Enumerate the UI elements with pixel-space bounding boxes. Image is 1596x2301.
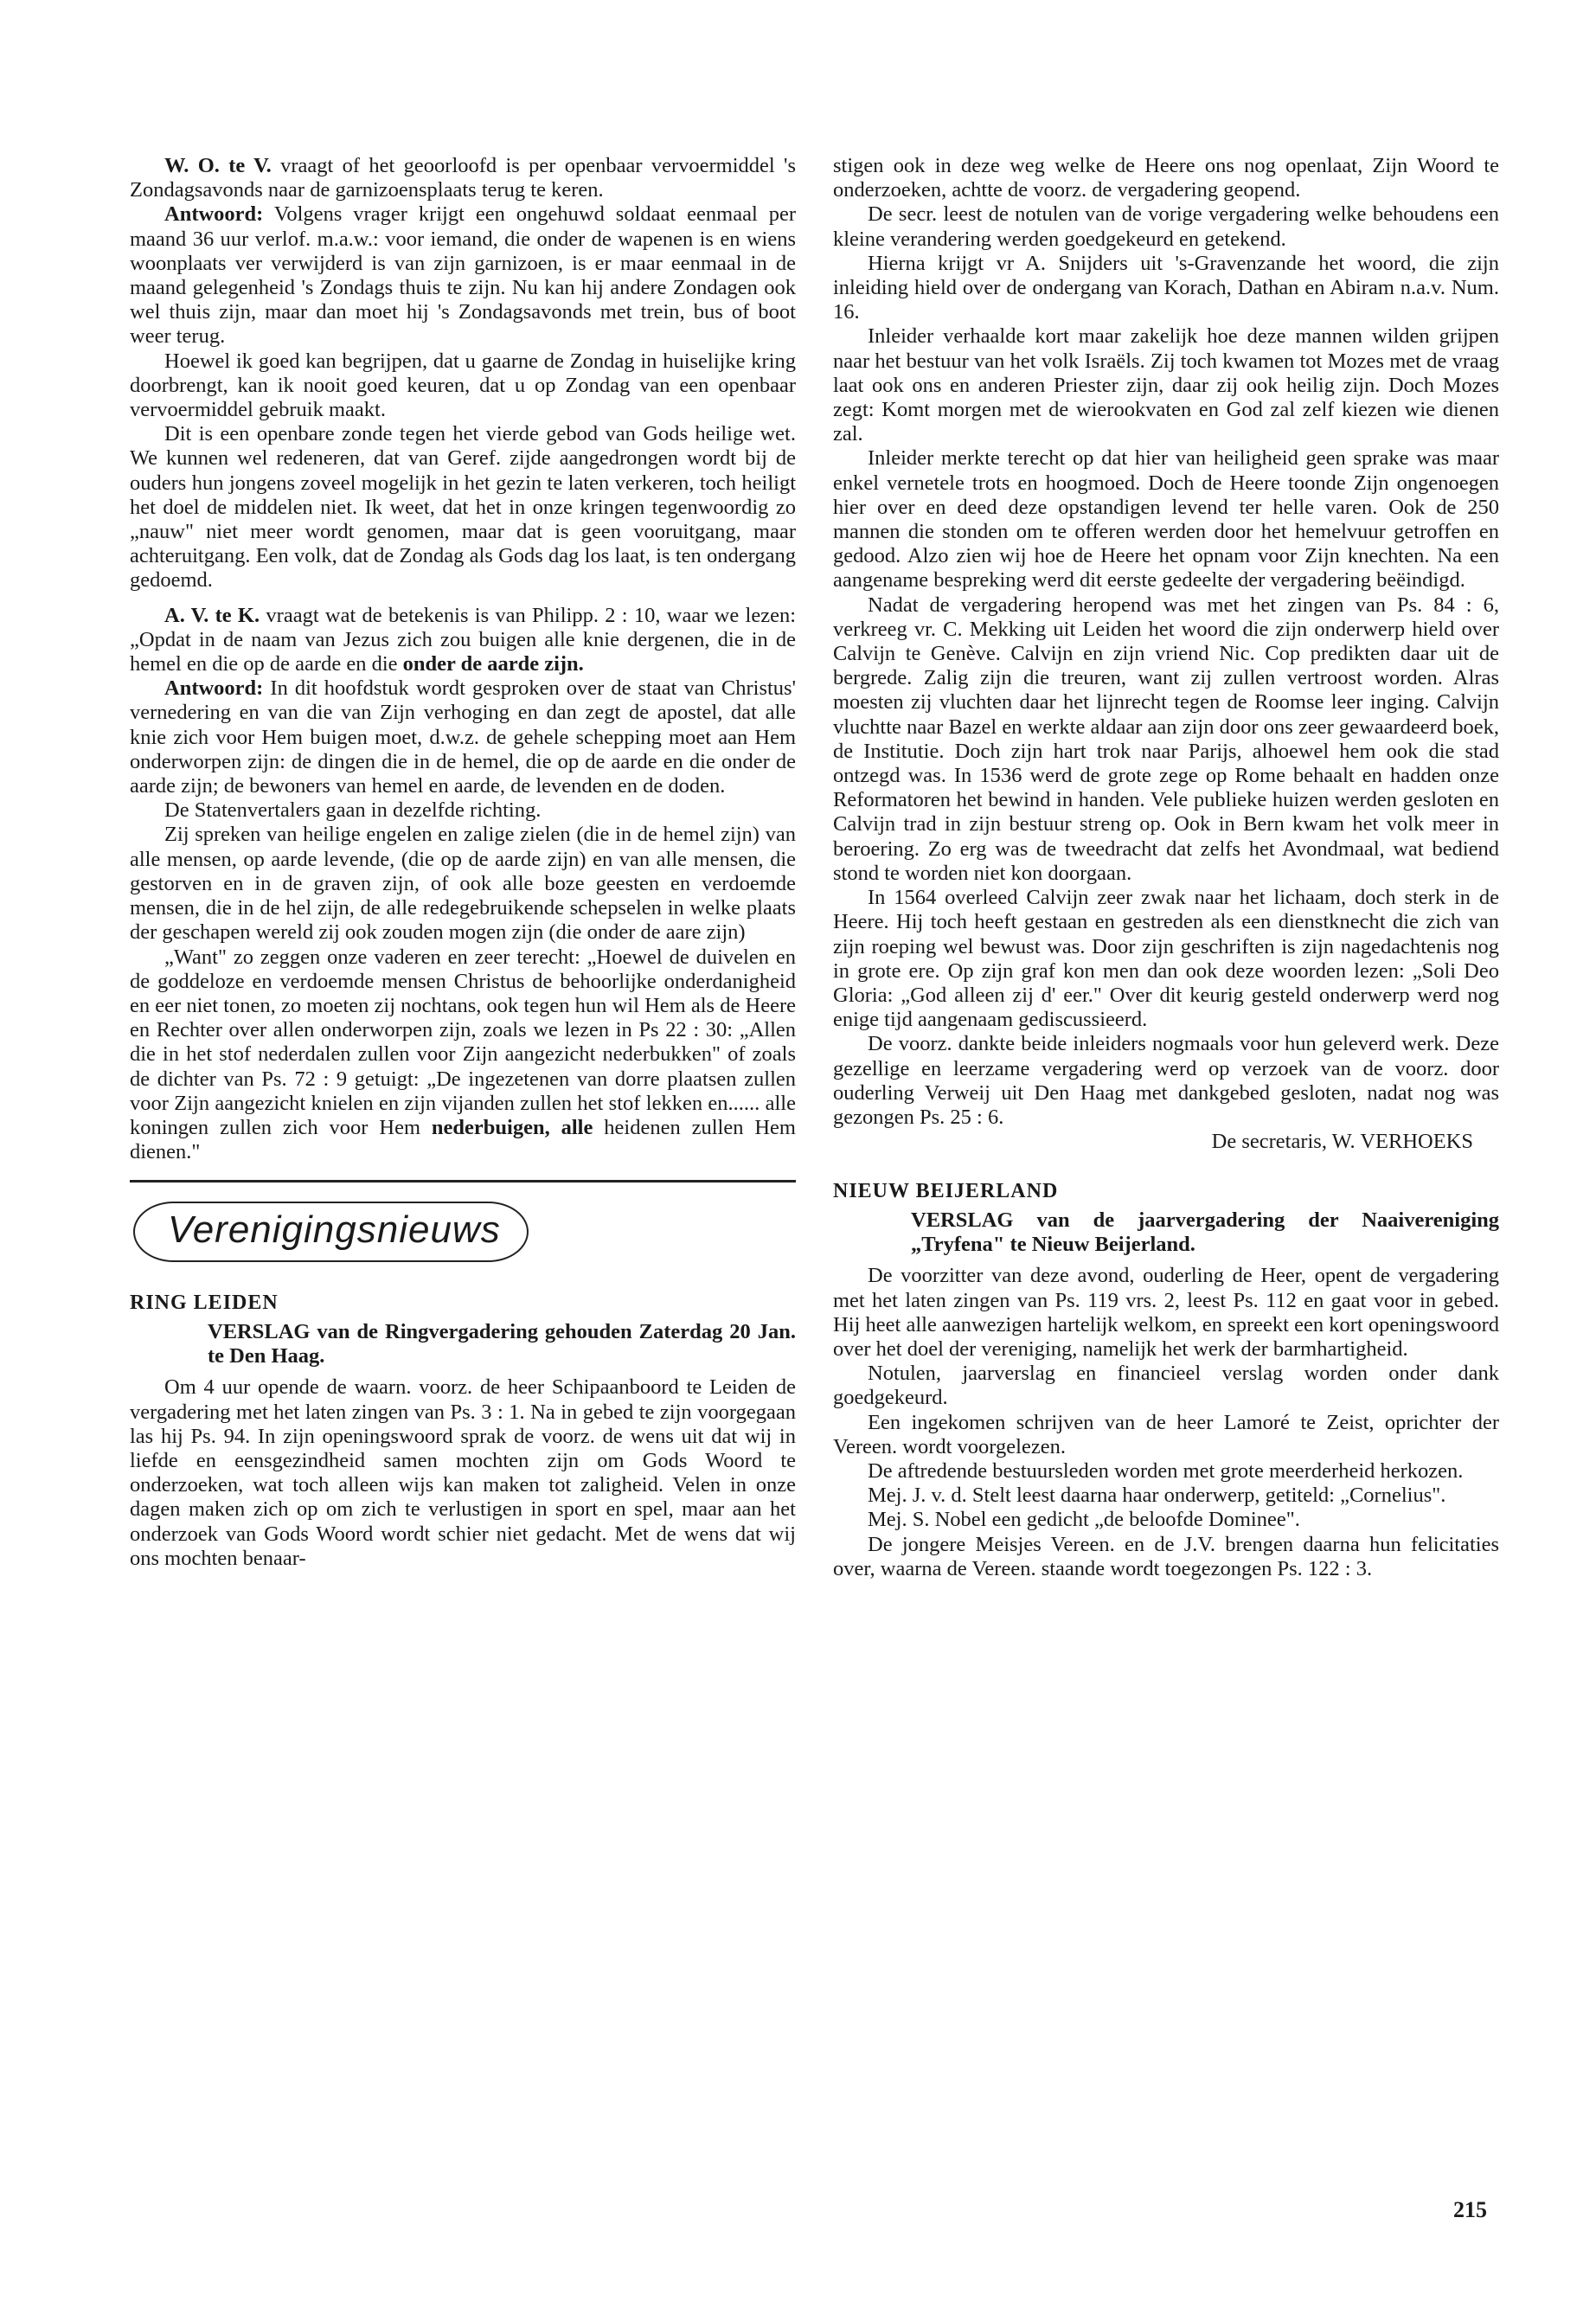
ring-leiden-heading: RING LEIDEN <box>130 1292 279 1315</box>
answer-wo <box>130 202 796 349</box>
question-wo-text: vraagt of het geoorloofd is per openbaar vervoermiddel 's Zondagsavonds naar de garnizoensplaats terug te keren. <box>130 154 796 202</box>
answer-wo-p3: Dit is een openbare zonde tegen het vierde gebod van Gods heilige wet. We kunnen wel redeneren, dat van Geref. zijde aangedrongen wordt bij de ouders hun jongens zoveel mogelijk in het gezin te laten verkeren, toch heiligt het doel de middelen niet. Ik weet, dat het in onze kringen tegenwoordig zo „nauw" niet meer wordt genomen, maar dat is geen vooruitgang, maar achteruitgang. Een volk, dat de Zondag als Gods dag los laat, is ten ondergang gedoemd. <box>130 422 796 593</box>
ring-report-p1: Om 4 uur opende de waarn. voorz. de heer Schipaanboord te Leiden de vergadering met het laten zingen van Ps. 3 : 1. Na in gebed te zijn voorgegaan las hij Ps. 94. In zijn openingswoord sprak de voorz. de wens uit dat wij in liefde en eensgezindheid samen mochten zijn om Gods Woord te onderzoeken, wat toch alleen wijs kan maken tot zaligheid. Velen in onze dagen maken zich op om zich te verlustigen in sport en spel, maar aan het onderzoek van Gods Woord wordt schier niet gedacht. Met de wens dat wij ons mochten benaar- <box>130 1375 796 1570</box>
answer-av-p4 <box>130 945 796 1165</box>
answer-av <box>130 676 796 798</box>
ring-report-title: VERSLAG van de Ringvergadering gehouden Zaterdag 20 Jan. te Den Haag. <box>208 1320 796 1368</box>
section-banner: Verenigingsnieuws <box>133 1202 529 1262</box>
question-av-text: vraagt wat de betekenis is van Philipp. 2 : 10, waar we lezen: „Opdat in de naam van Jezus zich zou buigen alle knie dergenen, die in de hemel en die op de aarde en die <box>130 603 796 676</box>
answer-av-text: In dit hoofdstuk wordt gesproken over de staat van Christus' vernedering en van die van Zijn verhoging en dan zegt de apostel, dat alle knie zich voor Hem buigen moet, d.w.z. de gehele schepping moet aan Hem onderworpen zijn: de dingen die in de hemel, die op de aarde en die onder de aarde zijn; de bewoners van hemel en aarde, de levenden en de doden. <box>130 676 797 798</box>
page-number: 215 <box>1453 2197 1487 2222</box>
nb-report-p5: Mej. J. v. d. Stelt leest daarna haar onderwerp, getiteld: „Cornelius". <box>868 1484 1446 1508</box>
nb-report-p7: De jongere Meisjes Vereen. en de J.V. brengen daarna hun felicitaties over, waarna de Vereen. staande wordt toegezongen Ps. 122 : 3. <box>833 1532 1499 1580</box>
answer-wo-lead: Antwoord: <box>164 202 264 227</box>
ring-report-snijders: Hierna krijgt vr A. Snijders uit 's-Gravenzande het woord, die zijn inleiding hield over de ondergang van Korach, Dathan en Abiram n.a.v. Num. 16. <box>833 251 1499 324</box>
answer-av-lead: Antwoord: <box>164 676 264 701</box>
answer-av-p4-end: heidenen zullen Hem dienen." <box>130 1115 796 1164</box>
answer-wo-p2: Hoewel ik goed kan begrijpen, dat u gaarne de Zondag in huiselijke kring doorbrengt, kan ik nooit goed keuren, dat u op Zondag van een openbaar vervoermiddel gebruik maakt. <box>130 349 796 422</box>
answer-av-p4-text: „Want" zo zeggen onze vaderen en zeer terecht: „Hoewel de duivelen en de goddeloze en verdoemde mensen Christus de behoorlijke onderdanigheid en eer niet tonen, zo moeten zij nochtans, ook tegen hun wil Hem als de Heere en Rechter over allen onderworpen zijn, zoals we lezen in Ps 22 : 30: „Allen die in het stof nederdalen zullen voor Zijn aangezicht nederbukken" of zoals de dichter van Ps. 72 : 9 getuigt: „De ingezetenen van dorre plaatsen zullen voor Zijn aangezicht knielen en zijn vijanden zullen het stof lekken en...... alle koningen zullen zich voor Hem <box>130 945 796 1139</box>
question-av-lead: A. V. te K. <box>164 603 260 627</box>
ring-report-notulen: De secr. leest de notulen van de vorige vergadering welke behoudens een kleine verandering werden goedgekeurd en getekend. <box>833 202 1499 251</box>
answer-av-p3: Zij spreken van heilige engelen en zalige zielen (die in de hemel zijn) van alle mensen, op aarde levende, (die op de aarde zijn) en van alle mensen, die gestorven en in de graven zijn, of ook alle boze geesten en verdoemde mensen, die in de hel zijn, de alle redegebruikende schepselen in welke plaats der geschapen wereld zij ook zouden mogen zijn (die onder de aare zijn) <box>130 823 796 945</box>
question-av-bold: onder de aarde zijn. <box>402 652 584 676</box>
nieuw-beijerland-heading: NIEUW BEIJERLAND <box>833 1180 1059 1203</box>
ring-report-calvijn: Nadat de vergadering heropend was met het zingen van Ps. 84 : 6, verkreeg vr. C. Mekking uit Leiden het woord die zijn onderwerp hield over Calvijn te Genève. Calvijn en zijn vriend Nic. Cop predikten daar uit de bergrede. Zalig zijn die treuren, want zij zullen vertroost worden. Alras moesten zij vluchten daar het lijnrecht tegen de Roomse leer inging. Calvijn vluchtte naar Bazel en werkte aldaar aan zijn door ons zeer gewaardeerd boek, de Institutie. Doch zijn hart trok naar Parijs, alhoewel hem ook die stad ontzegd was. In 1536 werd de grote zege op Rome behaalt en hadden onze Reformatoren het bewind in handen. Vele publieke huizen werden gesloten en Calvijn trad in zijn bestuur streng op. Ook in Bern kwam het volk meer in beroering. Zo erg was de tweedracht dat zelfs het Avondmaal, wat bediend stond te worden niet kon doorgaan. <box>833 593 1499 885</box>
left-column <box>130 154 796 1571</box>
answer-av-p2: De Statenvertalers gaan in dezelfde richting. <box>164 798 542 823</box>
nb-report-p2: Notulen, jaarverslag en financieel verslag worden onder dank goedgekeurd. <box>833 1362 1499 1410</box>
question-wo <box>130 154 796 202</box>
nb-report-p4: De aftredende bestuursleden worden met grote meerderheid herkozen. <box>868 1458 1464 1483</box>
question-av <box>130 604 796 677</box>
nb-report-p3: Een ingekomen schrijven van de heer Lamoré te Zeist, oprichter der Vereen. wordt voorgelezen. <box>833 1410 1499 1458</box>
section-divider <box>130 1180 796 1183</box>
answer-av-p4-bold: nederbuigen, alle <box>431 1115 593 1139</box>
ring-report-merkte: Inleider merkte terecht op dat hier van heiligheid geen sprake was maar enkel vernetele trots en hoogmoed. Doch de Heere toonde Zijn ongenoegen hier over en deed deze opstandigen levend ter helle varen. Ook de 250 mannen die stonden om te offeren werden door het hemelvuur getroffen en gedood. Alzo zien wij hoe de Heere het opnam voor Zijn knechten. Na een aangename bespreking werd dit eerste gedeelte der vergadering beëindigd. <box>833 446 1499 593</box>
ring-report-closing: De voorz. dankte beide inleiders nogmaals voor hun geleverd werk. Deze gezellige en leerzame vergadering werd op verzoek van de voorz. door ouderling Verweij uit Den Haag met dankgebed gesloten, nadat nog was gezongen Ps. 25 : 6. <box>833 1032 1499 1129</box>
right-column <box>833 154 1499 1581</box>
ring-report-inleider: Inleider verhaalde kort maar zakelijk hoe deze mannen wilden grijpen naar het bestuur van het volk Israëls. Zij toch kwamen tot Mozes met de vraag laat ook ons en anderen Priester zijn, daar zij ook heilig zijn. Doch Mozes zegt: Komt morgen met de wierookvaten en God zal zelf kiezen wie dienen zal. <box>833 324 1499 446</box>
nb-report-title: VERSLAG van de jaarvergadering der Naaivereniging „Tryfena" te Nieuw Beijerland. <box>911 1208 1499 1257</box>
ring-report-continued: stigen ook in deze weg welke de Heere ons nog openlaat, Zijn Woord te onderzoeken, achtte de voorz. de vergadering geopend. <box>833 154 1499 202</box>
nb-report-p6: Mej. S. Nobel een gedicht „de beloofde Dominee". <box>868 1508 1300 1532</box>
ring-report-1564: In 1564 overleed Calvijn zeer zwak naar het lichaam, doch sterk in de Heere. Hij toch heeft gestaan en gestreden als een dienstknecht die zich van zijn roeping wel bewust was. Door zijn geschriften is zijn nagedachtenis nog in grote ere. Op zijn graf kon men dan ook deze woorden lezen: „Soli Deo Gloria: „God alleen zij d' eer." Over dit keurig gesteld onderwerp werd nog enige tijd aangenaam gediscussieerd. <box>833 886 1499 1032</box>
question-wo-lead: W. O. te V. <box>164 154 272 177</box>
signature: De secretaris, W. VERHOEKS <box>1211 1130 1473 1154</box>
nb-report-p1: De voorzitter van deze avond, ouderling de Heer, opent de vergadering met het laten zingen van Ps. 119 vrs. 2, leest Ps. 112 en gaat voor in gebed. Hij heet alle aanwezigen hartelijk welkom, en spreekt een kort openingswoord over het doel der vereniging, namelijk het werk der barmhartigheid. <box>833 1264 1499 1361</box>
answer-wo-text: Volgens vrager krijgt een ongehuwd soldaat eenmaal per maand 36 uur verlof. m.a.w.: voor iemand, die onder de wapenen is en wiens woonplaats ver verwijderd is van zijn garnizoen, is er maar eenmaal in de maand gelegenheid 's Zondags thuis te zijn. Nu kan hij andere Zondagen ook wel thuis zijn, maar dan moet hij 's Zondagsavonds met trein, bus of boot weer terug. <box>130 202 796 349</box>
